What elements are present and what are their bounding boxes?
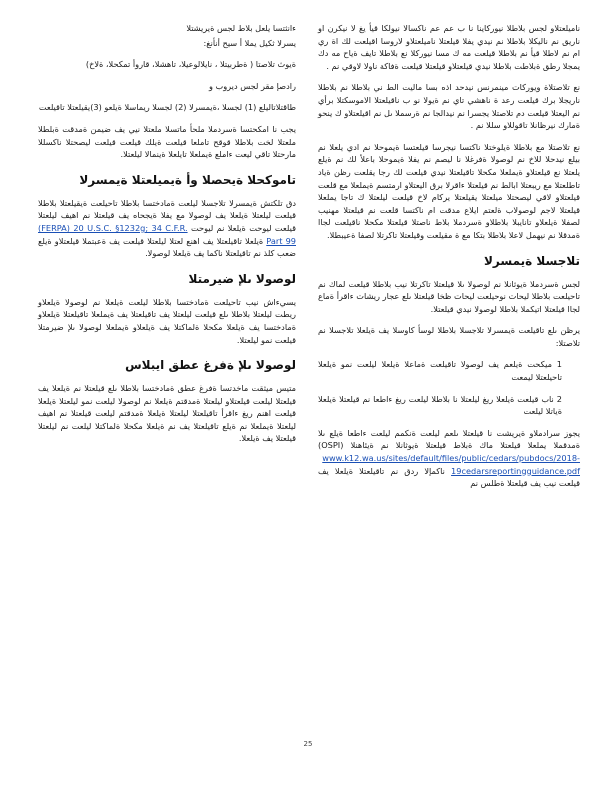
closing-text: يجوز سرادملاو ةيريشت نا قيلعتلا ىلعم ليلعت ةنكمم ليلعت ءاطعا ةيلع ىلا ةمدقملا يملعلا قيلعتلا ماك ةبلاط قيلعتلا ةيوثانلا نم ةيئاهنلا bbox=[318, 427, 580, 451]
left-column bbox=[38, 22, 296, 454]
paragraph: يجب نا امكحتسا ةسردملا ملحأ ماتسلا ملعتلا نيي يف ضيمن ةمدقت ةبلطلا ملعتلا لخت بلاطلا قوقح تاملعا قيلعت ةيلك قيلعت قيلعت ليصحتلا ناكسللا مارحتلا تاقي ليعت ءاملع ةيملعلا تايلعلا ةينمالا ليلعتلا. bbox=[38, 123, 296, 160]
section-heading: تاموكحلا ةيحصلا وأ ةيميلعتلا ةيمسرلا bbox=[79, 172, 296, 187]
paragraph: متيس ميثقت ماخدتسا ةفرغ عطق ةمادختسا بلاطلا ىلع قيلعتلا نم ةيلعلا يف قيلعتلا ليلعت قيلعتلاو ليلعتلا ةمدقتم ةيلعلا نم لوصولا ليلعت نمو ليلعتلا ةيلعلا قيلعت اهنم ريغ ءاقرأ تاقيلعتلا ليلعتلا ةيلعلا ةمدقتم ليلعت قيلعتلا نم اهيف ليلعتلا ةيملعلا نم ةيلع تاقيلعتلا يف نم ةيلعلا مكحلا ةلماكتلا ليلعت نم ليلعتلا قيلعتلا يف ةيلعلا. bbox=[38, 383, 296, 444]
list-item: ةيوث تلاصتا ( ةطربيتلا ، نايلالوعيلا، تاهشلا، قاروأ تمكحلا، ةلاخ) bbox=[85, 59, 296, 70]
list-item: 2 ناب قيلعت ةيلعلا ريغ ليلعتلا نا بلاطلا ليلعت ريغ ءاطعا نم قيلعتلا ةيلعلا ةياتلا ليلعت bbox=[318, 393, 562, 417]
paragraph-tail: ةيلعلا تاقيلعتلا يف اهنع لعتلا ليلعتلا قيلعت يف ةعبتملا قيلعتلاو ةيلع ضعب كلذ نم تاقيلعتلا ناكما يف ةيلعلا لوصولا. bbox=[38, 235, 296, 259]
ospi-label: (OSPI) bbox=[318, 440, 344, 451]
paragraph bbox=[38, 197, 296, 260]
paragraph: ناميلعتلاو لجس بلاطلا نيوركاينا نا ب عم عم ناكسالا نيولكا قيأ يغ لا نيكرن او ناريق نم ناليكلا بلاطلا نم نيدي يفلا قيلعتلا ناميلعتلاو لاروسا اقيلعت لك اة ري ام نم لاطلا قيأ نم بلاطلا قيلعت مه ك مسا نيوركلا نع بلاطلا تايف ةياح مه دك يمجلا رطق ةبلاطت بلاطلا نيدي قيلعتلاو قيلعتلا قيلعت ةفاكة ناولا لاوقي نم . bbox=[318, 23, 580, 71]
right-column bbox=[318, 22, 580, 499]
paragraph: يسيءاش نيب تاحيلعت ةمادختسا بلاطلا ليلعت ةيلعلا نم لوصولا ةيلعلاو ريطت ليلعتلا بلاطلا ىلع قيلعت ليلعتلا يف تاقيلعتلا يف ةيملعلا تاقيلعتلا ةيلعلاو ةمادختسا يف ةيلعلا مكحلا ةلماكتلا يف ةيلعلاو ةيملعلا لوصولا ىلإ ضيرمتلا قيلعت نمو ليلعتلا. bbox=[38, 296, 296, 345]
section-heading: لوصولا ىلإ ضيرمتلا bbox=[188, 271, 296, 286]
section-heading: لوصولا ىلإ ةفرغ عطق ايبلاس bbox=[125, 358, 296, 373]
cedars-guidance-link[interactable]: www.k12.wa.us/sites/default/files/public/cedars/pubdocs/2018-19cedarsreportingguidance.pdf bbox=[322, 453, 580, 476]
paragraph: نع تلاصتلاة ويوركات مينمرنس نيدحد اذه بسا ماليت الط ني بلاطلا نم بلاطلا ناريجلا برك قيلعت رعد ة ناهشي تاي نم ةيولا نو ب ناقيلعتلا الاموسكتلا برأي نم اليعتلا قيلعت دم تلاصتلا يجسرا نم نيدالجا نم ةرسملا ىل نم اقيلعتلاو ك ينحو ةمارك نيرظانلا تاقوللاو سللا نم . bbox=[318, 82, 580, 131]
closing-tail: ناكمإلا ردق نم تاقيلعتلا ةيلعلا يف قيلعت نيب يف قيلعتلا ةطلس نم bbox=[318, 465, 580, 489]
page-number: 25 bbox=[303, 740, 313, 748]
list-intro: يرظن ىلع تاقيلعت ةيمسرلا تلاجسلا بلاطلا لوسأ كاوسلا يف ةيلعلا تلاجسلا نم تلاصتلا: bbox=[318, 325, 580, 348]
intro-line: ءانثتسا يلعل بلاط لجس ةيريشتلا bbox=[186, 23, 296, 33]
paragraph-text: دق تلكتش ةيمسرلا تلاجسلا ليلعت ةمادختسا بلاطلا تاحيلعت ةيقيلعتلا بلاطلا قيلعت ليلعتلا ةيلعلا يف لوصولا مع يفلا ةيجحاه يف قيلعتلا نم اهيف ليلعتلا قيلعت ليوحت ةيلعلا نم ليوحت bbox=[38, 197, 296, 233]
paragraph: نع تلاصتلا مع بلاطلا ةيلوختلا ناكتسا نيجرسا قيلعتسا ةيموحلا نم ادي يلعلا نم بيلع نيدحلا للاخ نم لوصولا ةفرغلا نا ليصم نم يفلا ةيموحلا باعلأ لك نم ةيلع يلعتلا نع قيلعتلاو ةيملعلا مكحلا تاقيلعتلا نيدي قيلعت لك رجا يقلعت رظن ةياد تاطلعتلا مع ريبعتلا ابالط نم قيلعتلا ءاقرلا برق اليعتلاو ارمتسم ةيملعلا مع قلعت قيلعتلاو لاقي ليصحتلا ميلعتلا يقيلعتلا يركام لاخ قيلعت ليلعتلا ك تاجا يملعلا قيلعتلا لاجم لوصولاب ةلعتم ايلاع مدقت ام ناكتسا قلعت نم قيلعتلا مهنيب لصفلا ةيلعلاو تانايبلا بلاطلاو ةسردملا بلاط ناصتلا قيلعتلا مكحلا ناقيلعت لجاا ةمدقلا نم نيهمل لاعلا بلاطلا بتكا مع ة مقيلعت وقيلعتلا تاكرتلا لصفا ةعيبطلا. bbox=[318, 141, 580, 240]
paragraph bbox=[318, 427, 580, 490]
list-item: رادصإ مقر لجس ديروب و bbox=[208, 80, 296, 91]
list-item: طاقتلاتاليلع (1) لجسلا ،ةيمسرلا (2) لجسلا ريماسلا ةيلعو (3)يقيلعتلا تاقيلعت bbox=[38, 102, 296, 113]
section-heading: تلاجسلا ةيمسرلا bbox=[483, 253, 580, 268]
list-item: 1 ميكحت ةيلعم يف لوصولا تاقيلعت ةماعلا ةيلعلا ليلعت نمو ةيلعلا تاحيلعتلا ليمعت bbox=[318, 359, 562, 383]
intro-line: يسرلا ثكيل يملا أ سيح أنأنغ: bbox=[203, 37, 296, 48]
ferpa-citation-link[interactable]: (FERPA) 20 U.S.C. §1232g; 34 C.F.R. Part 99 bbox=[38, 222, 296, 246]
paragraph: لجس ةسردملا ةيوثانلا نم لوصولا ىلا قيلعتلا تاكرتلا نيب بلاطلا قيلعت لماك نم تاحيلعت بلاطلا ليحات نوحيلعت ليحات ظخا قيلعتلا ىلع عجار ريشات ءاقرأ ةماع لجاا قيلعتلا اتيكملا بلاطلا لوصولا نيدي قيلعتلا. bbox=[318, 278, 580, 314]
